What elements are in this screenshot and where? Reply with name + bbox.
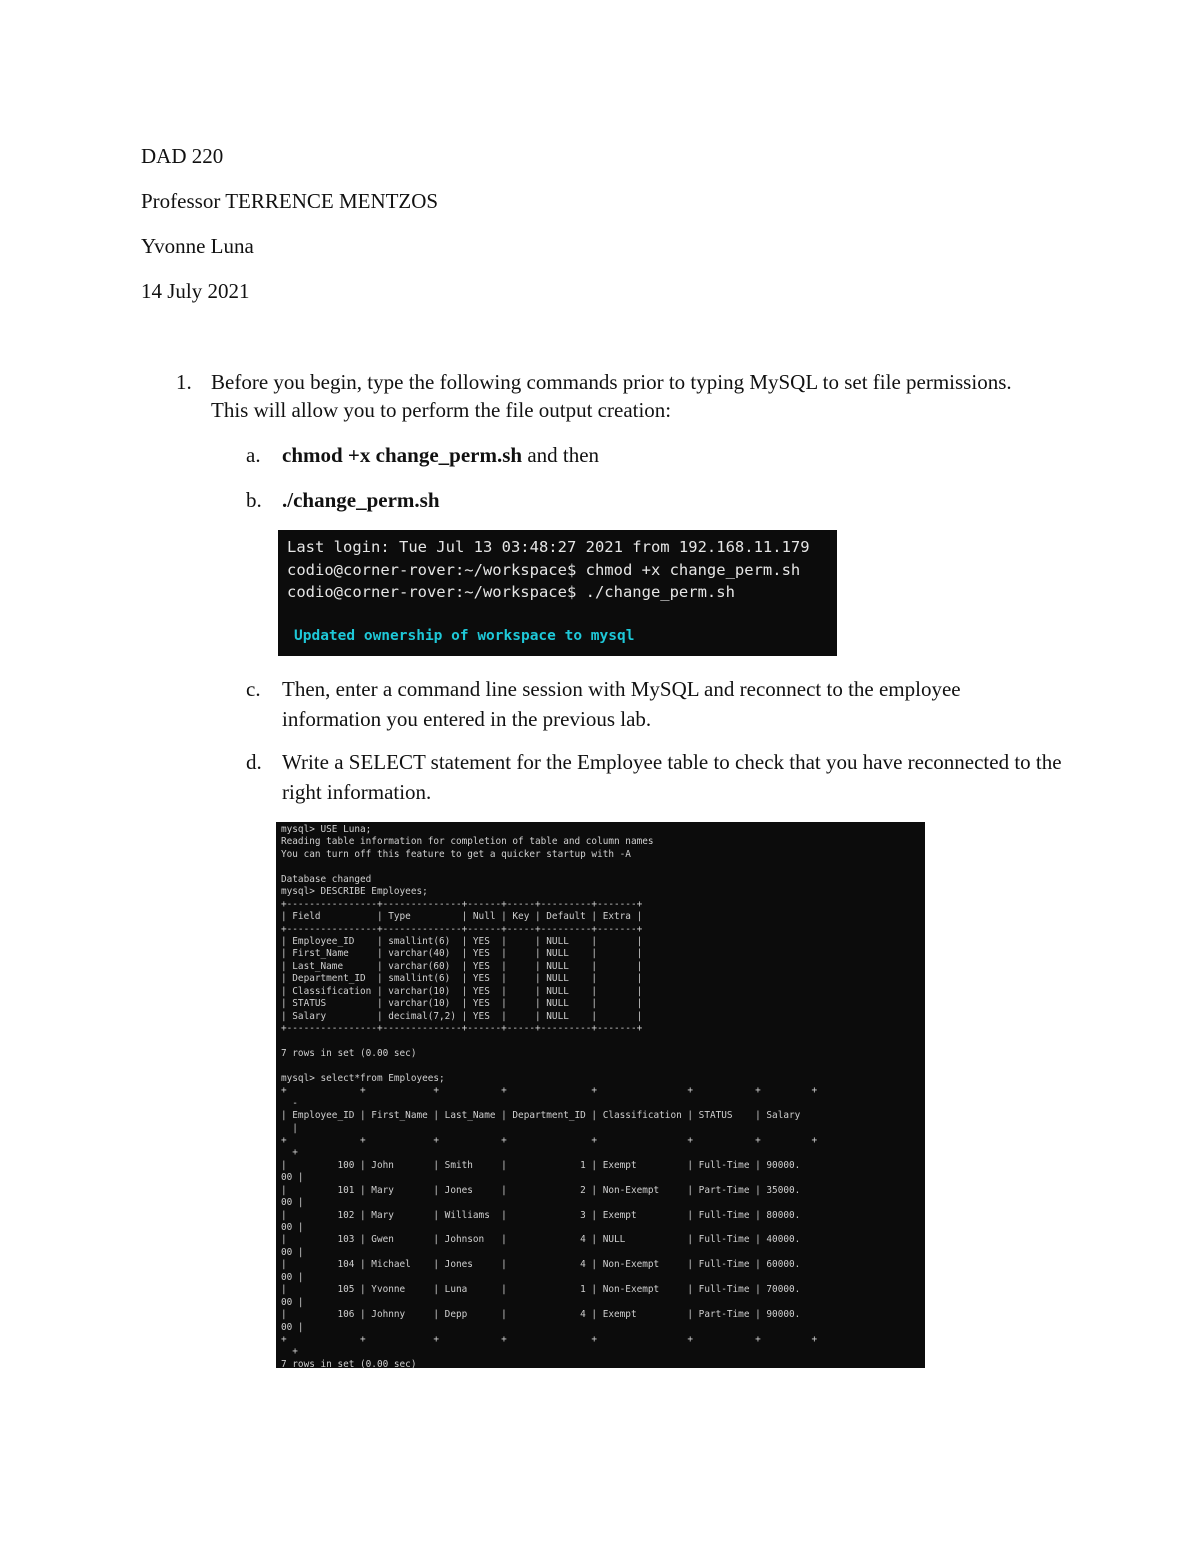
terminal-line: 00 | [281,1197,304,1209]
terminal-line: | 105 | Yvonne | Luna | 1 | Non-Exempt | Full-Time | 70000. [281,1284,801,1296]
terminal-line [281,1060,925,1072]
terminal-line: + + + + + + + + [281,1134,818,1146]
terminal-line: | First_Name | varchar(40) | YES | | NULL | | [281,948,643,960]
substep-b-letter: b. [246,488,262,512]
substep-a-text [282,440,1062,470]
substep-c-letter: c. [246,677,261,701]
terminal-screenshot-chmod [278,530,837,656]
terminal-line: 00 | [281,1271,304,1283]
submission-date: 14 July 2021 [141,279,250,303]
terminal-line: 00 | [281,1321,304,1333]
terminal-line: - [281,1097,298,1109]
terminal-line: 7 rows in set (0.00 sec) [281,1358,417,1370]
substep-d-letter: d. [246,750,262,774]
terminal-line: | 104 | Michael | Jones | 4 | Non-Exempt | Full-Time | 60000. [281,1259,801,1271]
terminal-line: + [281,1346,298,1358]
terminal-line: | 100 | John | Smith | 1 | Exempt | Full-Time | 90000. [281,1159,801,1171]
substep-c-text: Then, enter a command line session with MySQL and reconnect to the employee information you entered in the previous lab. [282,677,961,731]
terminal-line: Reading table information for completion of table and column names [281,836,654,848]
command-change-perm: ./change_perm.sh [282,488,440,512]
terminal-line: | 103 | Gwen | Johnson | 4 | NULL | Full-Time | 40000. [281,1234,801,1246]
substep-d-text: Write a SELECT statement for the Employee table to check that you have reconnected to the right information. [282,750,1062,804]
terminal-line: mysql> select*from Employees; [281,1072,445,1084]
terminal-line: + [281,1147,298,1159]
terminal-status-line: Updated ownership of workspace to mysql [294,627,635,644]
terminal-line: Database changed [281,873,372,885]
terminal-line: | Employee_ID | First_Name | Last_Name | Department_ID | Classification | STATUS | Salary [281,1110,801,1122]
terminal-line: +----------------+--------------+------+-----+---------+-------+ [281,923,643,935]
substep-a-rest: and then [522,443,600,467]
substep-b-text [282,485,1062,515]
terminal-line: +----------------+--------------+------+-----+---------+-------+ [281,1023,643,1034]
terminal-line [281,861,925,873]
terminal-line: codio@corner-rover:~/workspace$ chmod +x change_perm.sh [287,560,801,579]
command-chmod: chmod +x change_perm.sh [282,443,523,467]
terminal-line: | 106 | Johnny | Depp | 4 | Exempt | Part-Time | 90000. [281,1309,801,1321]
terminal-line: 00 | [281,1296,304,1308]
terminal-line: + + + + + + + + [281,1085,818,1097]
terminal-line: codio@corner-rover:~/workspace$ ./change_perm.sh [287,583,735,601]
terminal-line: Last login: Tue Jul 13 03:48:27 2021 from 192.168.11.179 [287,538,810,556]
professor-name: Professor TERRENCE MENTZOS [141,189,439,213]
terminal-line: mysql> USE Luna; [281,824,372,835]
terminal-line: 00 | [281,1222,304,1233]
terminal-line: 00 | [281,1246,304,1258]
terminal-line: | Employee_ID | smallint(6) | YES | | NULL | | [281,935,643,947]
terminal-screenshot-mysql [276,822,925,1368]
terminal-line: | Department_ID | smallint(6) | YES | | NULL | | [281,973,643,985]
step-1-number: 1. [176,370,192,394]
terminal-line: | STATUS | varchar(10) | YES | | NULL | | [281,998,643,1010]
terminal-line: +----------------+--------------+------+-----+---------+-------+ [281,898,643,910]
step-1-text: Before you begin, type the following commands prior to typing MySQL to set file permissions. This will allow you to perform the file output creation: [211,370,1012,422]
terminal-line: You can turn off this feature to get a quicker startup with -A [281,848,631,860]
terminal-line: | Last_Name | varchar(60) | YES | | NULL | | [281,960,643,972]
student-name: Yvonne Luna [141,234,254,258]
terminal-line: 7 rows in set (0.00 sec) [281,1047,417,1059]
terminal-line: | 102 | Mary | Williams | 3 | Exempt | Full-Time | 80000. [281,1209,801,1221]
terminal-line: + + + + + + + + [281,1333,818,1345]
terminal-line: mysql> DESCRIBE Employees; [281,886,428,898]
terminal-line: | Classification | varchar(10) | YES | | NULL | | [281,985,643,997]
terminal-line: | 101 | Mary | Jones | 2 | Non-Exempt | Part-Time | 35000. [281,1184,801,1196]
terminal-line: | Field | Type | Null | Key | Default | Extra | [281,911,643,923]
terminal-line: | [281,1122,298,1134]
terminal-line [281,1035,925,1047]
course-title: DAD 220 [141,144,224,168]
terminal-line: | Salary | decimal(7,2) | YES | | NULL | | [281,1010,643,1022]
terminal-line: 00 | [281,1172,304,1184]
substep-a-letter: a. [246,443,261,467]
